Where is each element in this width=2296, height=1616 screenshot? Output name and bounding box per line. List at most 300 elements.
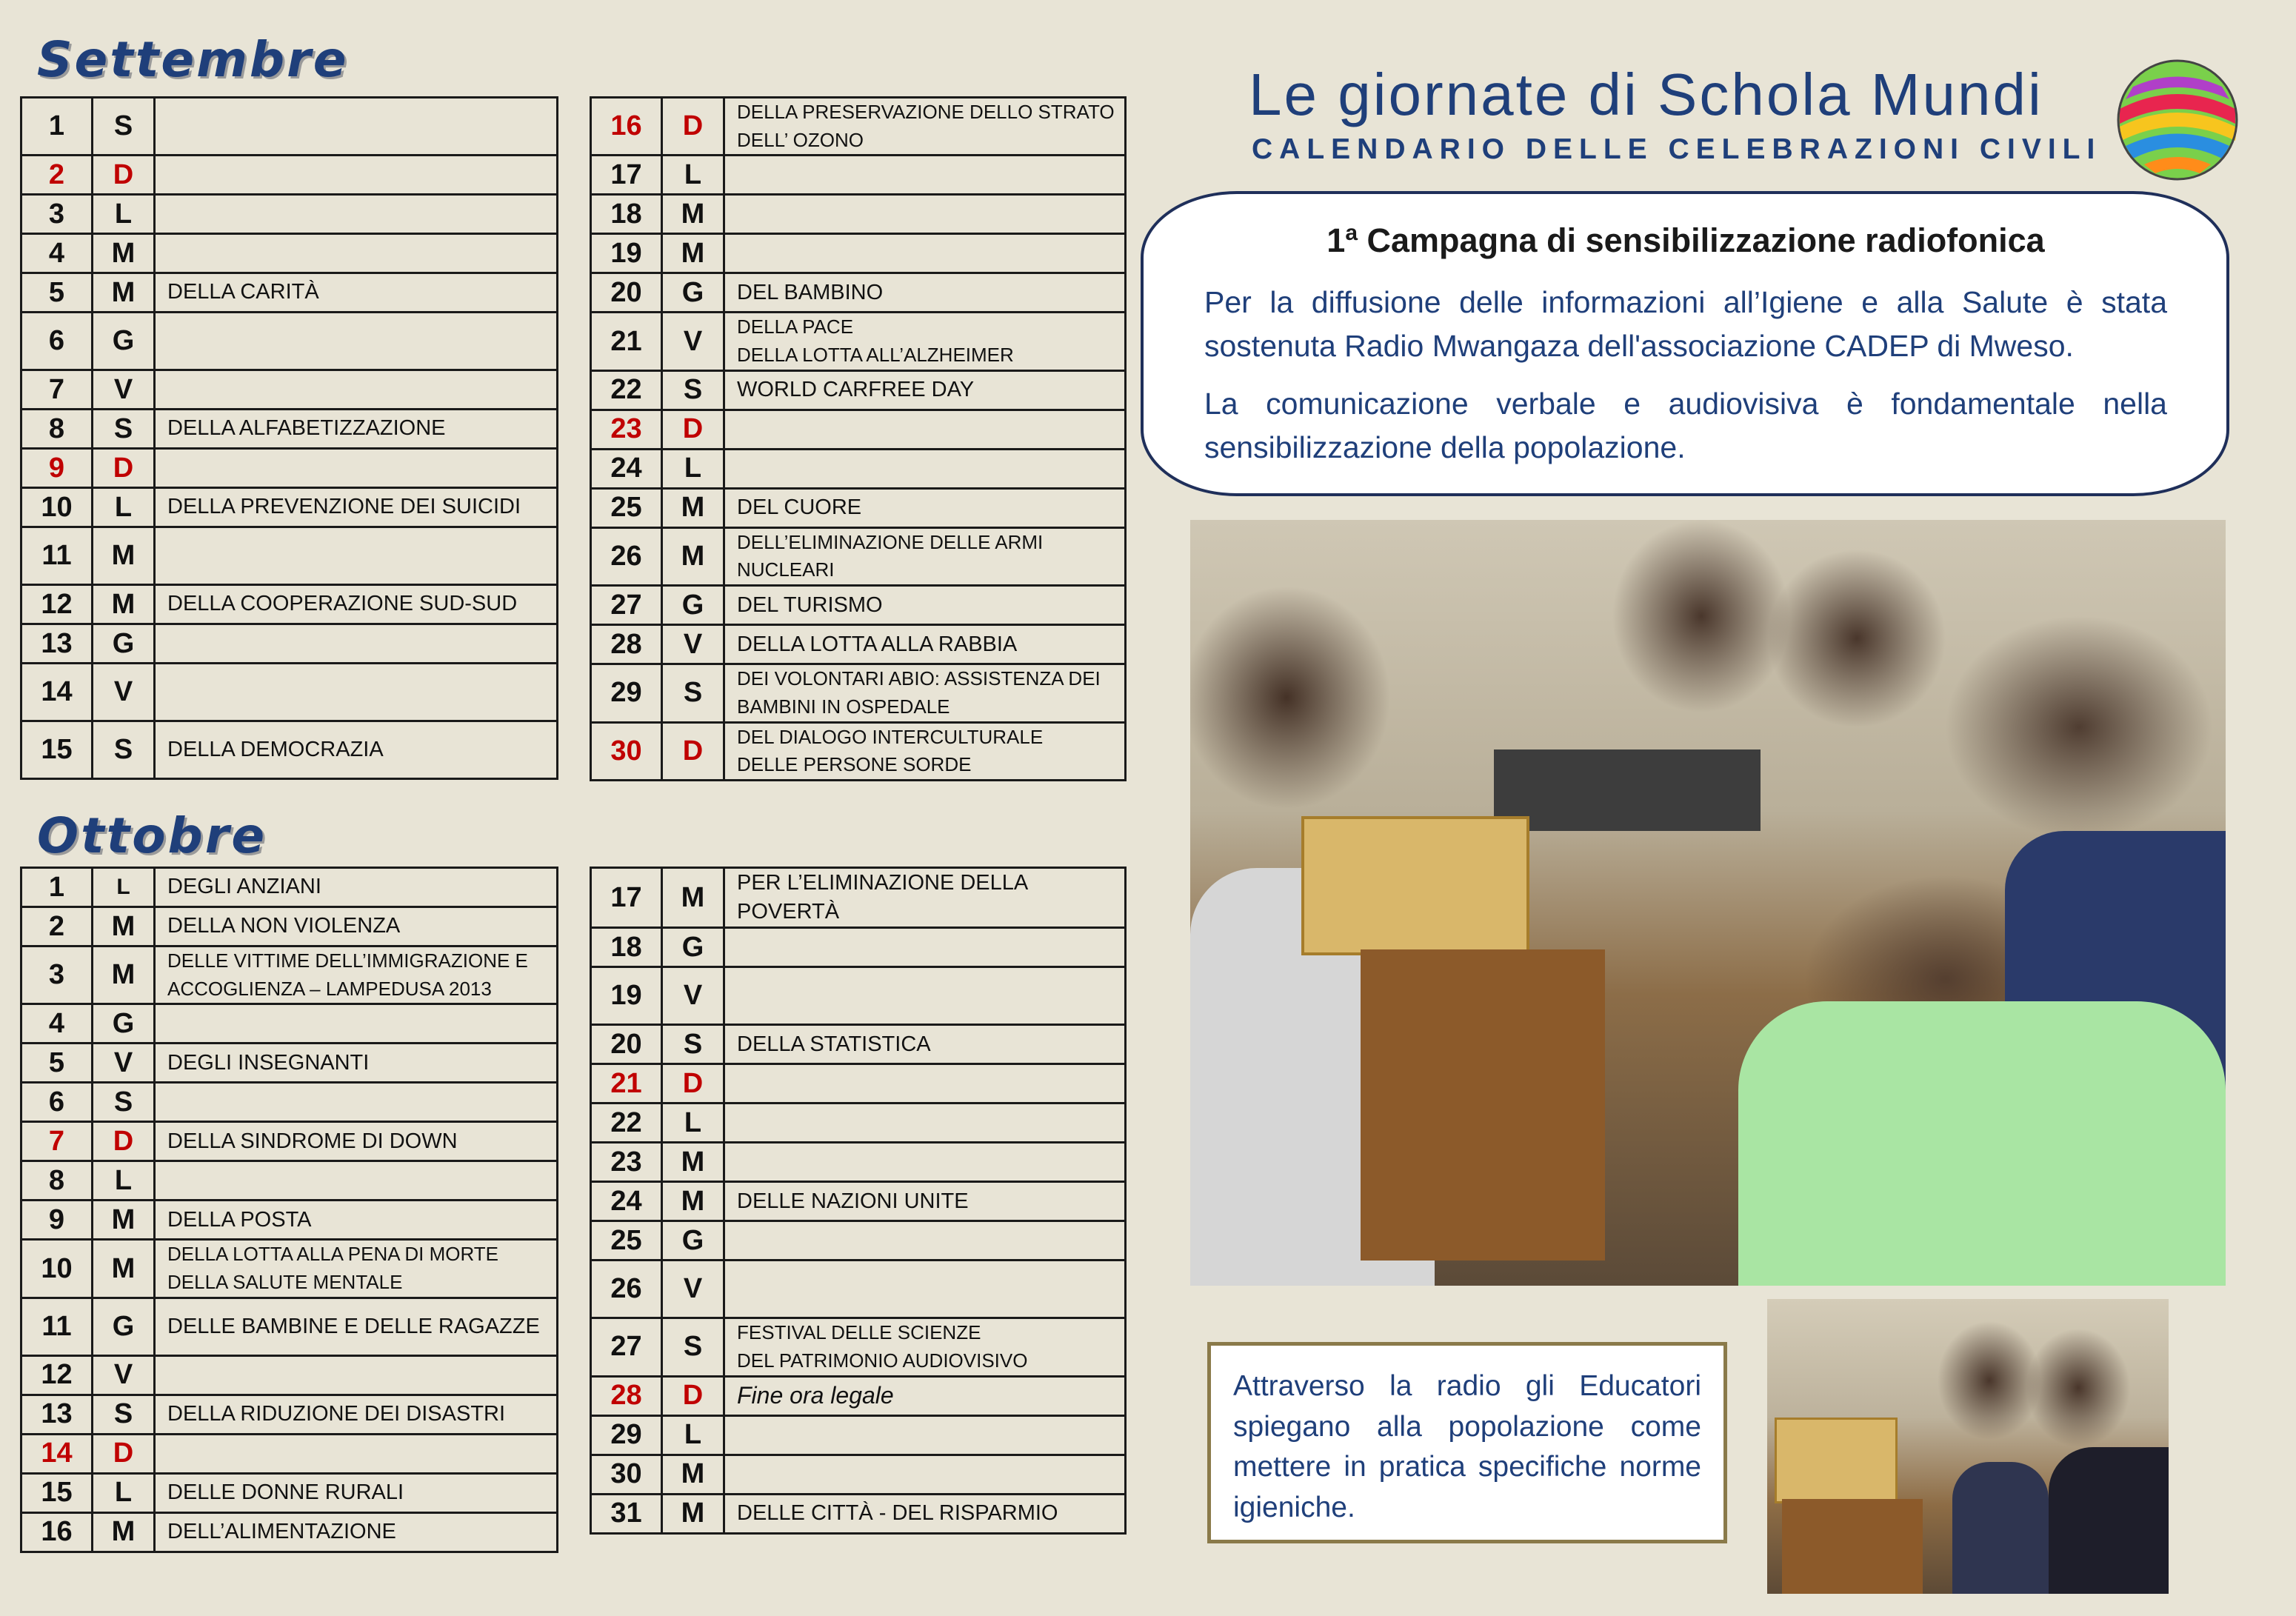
celebration-label	[724, 1182, 1126, 1221]
day-number: 9	[21, 1201, 93, 1240]
celebration-label	[155, 1473, 558, 1512]
weekday-letter: D	[662, 722, 724, 780]
day-number: 21	[591, 1064, 662, 1104]
celebration-line: DELLE DONNE RURALI	[167, 1480, 404, 1505]
weekday-letter: V	[93, 370, 155, 410]
celebration-label	[155, 868, 558, 907]
celebration-line: DELLA PACE	[737, 315, 854, 338]
weekday-letter: L	[93, 1161, 155, 1201]
weekday-letter: V	[662, 625, 724, 664]
day-number: 24	[591, 1182, 662, 1221]
celebration-label	[724, 1221, 1126, 1261]
celebration-line: WORLD CARFREE DAY	[737, 378, 975, 402]
celebration-label	[155, 1044, 558, 1083]
celebration-label	[724, 313, 1126, 370]
celebration-line: DELL’ELIMINAZIONE DELLE ARMI	[737, 530, 1044, 553]
calendar-row	[591, 1064, 1126, 1104]
celebration-label	[155, 488, 558, 527]
celebration-line: DEL DIALOGO INTERCULTURALE	[737, 725, 1044, 748]
calendar-row	[21, 313, 558, 370]
day-number: 22	[591, 370, 662, 410]
celebration-line: DELLE VITTIME DELL’IMMIGRAZIONE E	[167, 949, 528, 972]
day-number: 8	[21, 410, 93, 449]
calendar-row	[21, 1083, 558, 1122]
weekday-letter: M	[93, 946, 155, 1004]
celebration-label	[724, 488, 1126, 527]
day-number: 1	[21, 868, 93, 907]
day-number: 9	[21, 449, 93, 488]
calendar-row	[21, 1395, 558, 1434]
celebration-label	[155, 1355, 558, 1395]
calendar-row	[591, 1221, 1126, 1261]
celebration-label	[155, 664, 558, 721]
day-number: 2	[21, 156, 93, 195]
calendar-row	[591, 868, 1126, 928]
calendar-row	[591, 313, 1126, 370]
celebration-line: DELLE NAZIONI UNITE	[737, 1189, 969, 1213]
campaign-box	[1141, 191, 2229, 496]
celebration-line: DELLE CITTÀ - DEL RISPARMIO	[737, 1501, 1058, 1526]
weekday-letter: M	[93, 585, 155, 624]
radio-station-photo	[1190, 520, 2226, 1286]
weekday-letter: S	[93, 410, 155, 449]
celebration-label	[724, 1455, 1126, 1494]
day-number: 12	[21, 585, 93, 624]
calendar-row	[21, 721, 558, 779]
day-number: 14	[21, 1434, 93, 1473]
celebration-label	[155, 1201, 558, 1240]
celebration-line: DELLE BAMBINE E DELLE RAGAZZE	[167, 1314, 540, 1338]
calendar-row	[21, 585, 558, 624]
photo-figure-man	[1952, 1462, 2049, 1594]
celebration-label	[724, 1494, 1126, 1533]
day-number: 20	[591, 273, 662, 313]
celebration-label	[724, 928, 1126, 967]
calendar-settembre-right	[590, 96, 1127, 781]
day-number: 14	[21, 664, 93, 721]
day-number: 11	[21, 527, 93, 585]
weekday-letter: S	[93, 1395, 155, 1434]
day-number: 30	[591, 1455, 662, 1494]
celebration-line: DEL TURISMO	[737, 592, 883, 617]
calendar-row	[21, 624, 558, 664]
weekday-letter: S	[662, 664, 724, 722]
globe-logo-icon	[2111, 53, 2244, 187]
celebration-label	[724, 1104, 1126, 1143]
day-number: 29	[591, 1415, 662, 1455]
celebration-line: DELLA STATISTICA	[737, 1032, 931, 1056]
celebration-label	[724, 586, 1126, 625]
day-number: 25	[591, 488, 662, 527]
celebration-label	[155, 234, 558, 273]
calendar-row	[21, 1512, 558, 1552]
calendar-row	[21, 234, 558, 273]
celebration-label	[724, 868, 1126, 928]
weekday-letter: M	[662, 1455, 724, 1494]
page-subtitle: CALENDARIO DELLE CELEBRAZIONI CIVILI	[1252, 133, 2102, 165]
day-number: 6	[21, 313, 93, 370]
calendar-row	[591, 370, 1126, 410]
celebration-label	[724, 664, 1126, 722]
campaign-title-text: Campagna di sensibilizzazione radiofonica	[1366, 221, 2045, 259]
weekday-letter: S	[93, 1083, 155, 1122]
day-number: 5	[21, 1044, 93, 1083]
celebration-line: DEGLI ANZIANI	[167, 875, 321, 899]
celebration-line: NUCLEARI	[737, 558, 835, 581]
day-number: 13	[21, 1395, 93, 1434]
celebration-line: DELLA LOTTA ALL’ALZHEIMER	[737, 344, 1014, 367]
campaign-paragraph-2: La comunicazione verbale e audiovisiva è fondamentale nella sensibilizzazione della popolazione.	[1204, 386, 2167, 465]
celebration-label	[155, 98, 558, 156]
weekday-letter: M	[662, 527, 724, 585]
day-number: 31	[591, 1494, 662, 1533]
day-number: 16	[591, 98, 662, 156]
day-number: 5	[21, 273, 93, 313]
day-number: 3	[21, 195, 93, 234]
day-number: 27	[591, 1318, 662, 1376]
celebration-label	[724, 967, 1126, 1025]
calendar-row	[21, 273, 558, 313]
calendar-row	[591, 1494, 1126, 1533]
weekday-letter: S	[93, 98, 155, 156]
weekday-letter: D	[93, 1122, 155, 1161]
weekday-letter: L	[662, 449, 724, 488]
calendar-row	[21, 1044, 558, 1083]
celebration-line: DELLA NON VIOLENZA	[167, 914, 401, 938]
photo-amplifier	[1494, 749, 1761, 831]
celebration-label	[724, 1376, 1126, 1415]
calendar-row	[591, 488, 1126, 527]
celebration-line: PER L’ELIMINAZIONE DELLA POVERTÀ	[737, 871, 1027, 924]
calendar-settembre-left	[20, 96, 558, 780]
weekday-letter: G	[662, 1221, 724, 1261]
celebration-line: DELLA LOTTA ALLA PENA DI MORTE	[167, 1243, 499, 1266]
celebration-label	[155, 1395, 558, 1434]
day-number: 10	[21, 488, 93, 527]
celebration-label	[155, 449, 558, 488]
day-number: 12	[21, 1355, 93, 1395]
celebration-line: DELLA COOPERAZIONE SUD-SUD	[167, 592, 518, 616]
photo-radio-unit	[1301, 816, 1529, 955]
calendar-row	[591, 1376, 1126, 1415]
photo-figure-woman	[2049, 1447, 2169, 1594]
calendar-row	[21, 868, 558, 907]
day-number: 18	[591, 195, 662, 234]
calendar-row	[591, 928, 1126, 967]
celebration-line: DELLE PERSONE SORDE	[737, 753, 972, 776]
weekday-letter: G	[93, 624, 155, 664]
weekday-letter: D	[662, 98, 724, 156]
weekday-letter: S	[662, 370, 724, 410]
day-number: 15	[21, 1473, 93, 1512]
celebration-label	[155, 1240, 558, 1298]
celebration-label	[724, 195, 1126, 234]
photo-cabinet	[1782, 1499, 1923, 1594]
month-title-ottobre: Ottobre	[37, 807, 267, 864]
weekday-letter: M	[93, 1512, 155, 1552]
weekday-letter: G	[662, 928, 724, 967]
weekday-letter: M	[93, 907, 155, 946]
calendar-row	[591, 449, 1126, 488]
photo-radio-unit	[1775, 1418, 1898, 1503]
calendar-row	[591, 1415, 1126, 1455]
calendar-row	[591, 98, 1126, 156]
calendar-row	[591, 1261, 1126, 1318]
calendar-row	[591, 1182, 1126, 1221]
calendar-row	[21, 1355, 558, 1395]
weekday-letter: M	[662, 488, 724, 527]
celebration-label	[155, 1298, 558, 1355]
calendar-row	[21, 527, 558, 585]
celebration-label	[724, 370, 1126, 410]
celebration-line: DELLA CARITÀ	[167, 280, 319, 304]
day-number: 25	[591, 1221, 662, 1261]
weekday-letter: L	[662, 1104, 724, 1143]
weekday-letter: V	[662, 967, 724, 1025]
celebration-line: DEL PATRIMONIO AUDIOVISIVO	[737, 1349, 1028, 1372]
campaign-title-number: 1	[1326, 221, 1346, 259]
calendar-row	[591, 527, 1126, 585]
celebration-label	[724, 449, 1126, 488]
celebration-line: DELLA ALFABETIZZAZIONE	[167, 416, 446, 441]
calendar-row	[21, 370, 558, 410]
calendar-row	[21, 1473, 558, 1512]
day-number: 22	[591, 1104, 662, 1143]
celebration-line: DEL CUORE	[737, 495, 862, 520]
celebration-line: Fine ora legale	[737, 1382, 894, 1409]
day-number: 11	[21, 1298, 93, 1355]
celebration-label	[155, 1434, 558, 1473]
day-number: 4	[21, 1004, 93, 1044]
calendar-row	[591, 1104, 1126, 1143]
weekday-letter: G	[93, 313, 155, 370]
weekday-letter: V	[93, 1355, 155, 1395]
weekday-letter: G	[93, 1004, 155, 1044]
celebration-line: DELL’ALIMENTAZIONE	[167, 1520, 396, 1544]
celebration-line: DELLA LOTTA ALLA RABBIA	[737, 632, 1018, 656]
weekday-letter: G	[93, 1298, 155, 1355]
celebration-label	[155, 624, 558, 664]
day-number: 23	[591, 1143, 662, 1182]
weekday-letter: S	[662, 1025, 724, 1064]
weekday-letter: D	[662, 1064, 724, 1104]
celebration-label	[724, 410, 1126, 449]
celebration-label	[155, 1512, 558, 1552]
celebration-label	[724, 1143, 1126, 1182]
day-number: 26	[591, 527, 662, 585]
celebration-line: DELLA SALUTE MENTALE	[167, 1271, 403, 1294]
day-number: 7	[21, 370, 93, 410]
day-number: 20	[591, 1025, 662, 1064]
day-number: 29	[591, 664, 662, 722]
calendar-row	[591, 195, 1126, 234]
weekday-letter: M	[93, 1240, 155, 1298]
photo-figure-front	[1738, 1001, 2226, 1286]
calendar-row	[21, 907, 558, 946]
day-number: 17	[591, 156, 662, 195]
calendar-row	[591, 625, 1126, 664]
celebration-label	[155, 410, 558, 449]
campaign-title-superscript: a	[1345, 221, 1358, 245]
campaign-paragraph-1: Per la diffusione delle informazioni all’Igiene e alla Salute è stata sostenuta Radio Mwangaza dell'associazione CADEP di Mweso.	[1204, 285, 2167, 364]
celebration-label	[155, 313, 558, 370]
calendar-row	[21, 1201, 558, 1240]
celebration-line: DELLA POSTA	[167, 1207, 312, 1232]
day-number: 15	[21, 721, 93, 779]
celebration-label	[724, 156, 1126, 195]
weekday-letter: D	[93, 1434, 155, 1473]
celebration-label	[724, 1415, 1126, 1455]
day-number: 28	[591, 625, 662, 664]
celebration-label	[724, 1261, 1126, 1318]
celebration-line: DELLA PRESERVAZIONE DELLO STRATO	[737, 101, 1115, 123]
day-number: 16	[21, 1512, 93, 1552]
day-number: 27	[591, 586, 662, 625]
day-number: 24	[591, 449, 662, 488]
celebration-label	[155, 1122, 558, 1161]
calendar-row	[21, 664, 558, 721]
day-number: 19	[591, 967, 662, 1025]
calendar-row	[21, 1161, 558, 1201]
day-number: 6	[21, 1083, 93, 1122]
calendar-row	[21, 1004, 558, 1044]
day-number: 7	[21, 1122, 93, 1161]
celebration-line: DEGLI INSEGNANTI	[167, 1050, 370, 1075]
calendar-row	[591, 967, 1126, 1025]
weekday-letter: V	[93, 1044, 155, 1083]
weekday-letter: L	[93, 868, 155, 907]
day-number: 23	[591, 410, 662, 449]
calendar-ottobre-left	[20, 867, 558, 1553]
weekday-letter: D	[93, 156, 155, 195]
calendar-row	[591, 1025, 1126, 1064]
day-number: 17	[591, 868, 662, 928]
calendar-row	[591, 410, 1126, 449]
weekday-letter: M	[93, 1201, 155, 1240]
calendar-row	[591, 156, 1126, 195]
day-number: 28	[591, 1376, 662, 1415]
weekday-letter: D	[662, 410, 724, 449]
celebration-line: DEI VOLONTARI ABIO: ASSISTENZA DEI	[737, 667, 1101, 690]
day-number: 19	[591, 234, 662, 273]
celebration-label	[724, 273, 1126, 313]
calendar-row	[21, 1240, 558, 1298]
weekday-letter: L	[662, 156, 724, 195]
weekday-letter: M	[662, 1143, 724, 1182]
calendar-row	[21, 449, 558, 488]
celebration-line: ACCOGLIENZA – LAMPEDUSA 2013	[167, 977, 492, 1000]
celebration-line: DELLA PREVENZIONE DEI SUICIDI	[167, 495, 521, 519]
calendar-row	[21, 410, 558, 449]
weekday-letter: V	[662, 1261, 724, 1318]
celebration-label	[155, 1161, 558, 1201]
weekday-letter: S	[662, 1318, 724, 1376]
celebration-label	[155, 370, 558, 410]
weekday-letter: M	[662, 234, 724, 273]
photo-caption: Attraverso la radio gli Educatori spiegano alla popolazione come mettere in pratica specifiche norme igieniche.	[1207, 1342, 1727, 1543]
radio-studio-photo-small	[1767, 1299, 2169, 1594]
celebration-label	[155, 156, 558, 195]
celebration-label	[155, 527, 558, 585]
weekday-letter: G	[662, 273, 724, 313]
celebration-label	[155, 907, 558, 946]
day-number: 30	[591, 722, 662, 780]
celebration-label	[724, 527, 1126, 585]
weekday-letter: D	[93, 449, 155, 488]
weekday-letter: M	[662, 195, 724, 234]
calendar-row	[21, 1298, 558, 1355]
weekday-letter: L	[93, 195, 155, 234]
weekday-letter: M	[662, 868, 724, 928]
calendar-row	[21, 488, 558, 527]
weekday-letter: V	[662, 313, 724, 370]
calendar-row	[591, 1455, 1126, 1494]
celebration-line: DELLA SINDROME DI DOWN	[167, 1129, 458, 1153]
weekday-letter: M	[662, 1182, 724, 1221]
day-number: 3	[21, 946, 93, 1004]
celebration-label	[724, 1025, 1126, 1064]
page-title: Le giornate di Schola Mundi	[1249, 61, 2043, 127]
day-number: 2	[21, 907, 93, 946]
day-number: 1	[21, 98, 93, 156]
celebration-label	[155, 946, 558, 1004]
calendar-row	[591, 1318, 1126, 1376]
day-number: 18	[591, 928, 662, 967]
calendar-row	[21, 156, 558, 195]
calendar-row	[591, 1143, 1126, 1182]
celebration-line: DELLA RIDUZIONE DEI DISASTRI	[167, 1402, 506, 1426]
celebration-label	[155, 1083, 558, 1122]
celebration-line: FESTIVAL DELLE SCIENZE	[737, 1321, 981, 1344]
photo-cabinet	[1361, 949, 1605, 1261]
calendar-row	[21, 195, 558, 234]
day-number: 21	[591, 313, 662, 370]
celebration-label	[724, 625, 1126, 664]
calendar-row	[21, 98, 558, 156]
calendar-ottobre-right	[590, 867, 1127, 1535]
celebration-line: DEL BAMBINO	[737, 280, 884, 304]
weekday-letter: V	[93, 664, 155, 721]
calendar-row	[21, 946, 558, 1004]
calendar-row	[591, 722, 1126, 780]
day-number: 26	[591, 1261, 662, 1318]
weekday-letter: G	[662, 586, 724, 625]
weekday-letter: M	[93, 527, 155, 585]
celebration-label	[155, 195, 558, 234]
day-number: 4	[21, 234, 93, 273]
celebration-label	[724, 1318, 1126, 1376]
celebration-line: DELL’ OZONO	[737, 128, 864, 151]
weekday-letter: S	[93, 721, 155, 779]
calendar-row	[21, 1434, 558, 1473]
weekday-letter: D	[662, 1376, 724, 1415]
day-number: 13	[21, 624, 93, 664]
celebration-label	[155, 585, 558, 624]
calendar-row	[591, 234, 1126, 273]
weekday-letter: L	[93, 1473, 155, 1512]
weekday-letter: L	[662, 1415, 724, 1455]
celebration-line: DELLA DEMOCRAZIA	[167, 737, 384, 761]
celebration-label	[724, 1064, 1126, 1104]
celebration-label	[724, 98, 1126, 156]
calendar-row	[591, 664, 1126, 722]
weekday-letter: L	[93, 488, 155, 527]
celebration-label	[155, 1004, 558, 1044]
calendar-row	[591, 586, 1126, 625]
weekday-letter: M	[662, 1494, 724, 1533]
campaign-title	[1204, 221, 2167, 260]
celebration-label	[724, 722, 1126, 780]
